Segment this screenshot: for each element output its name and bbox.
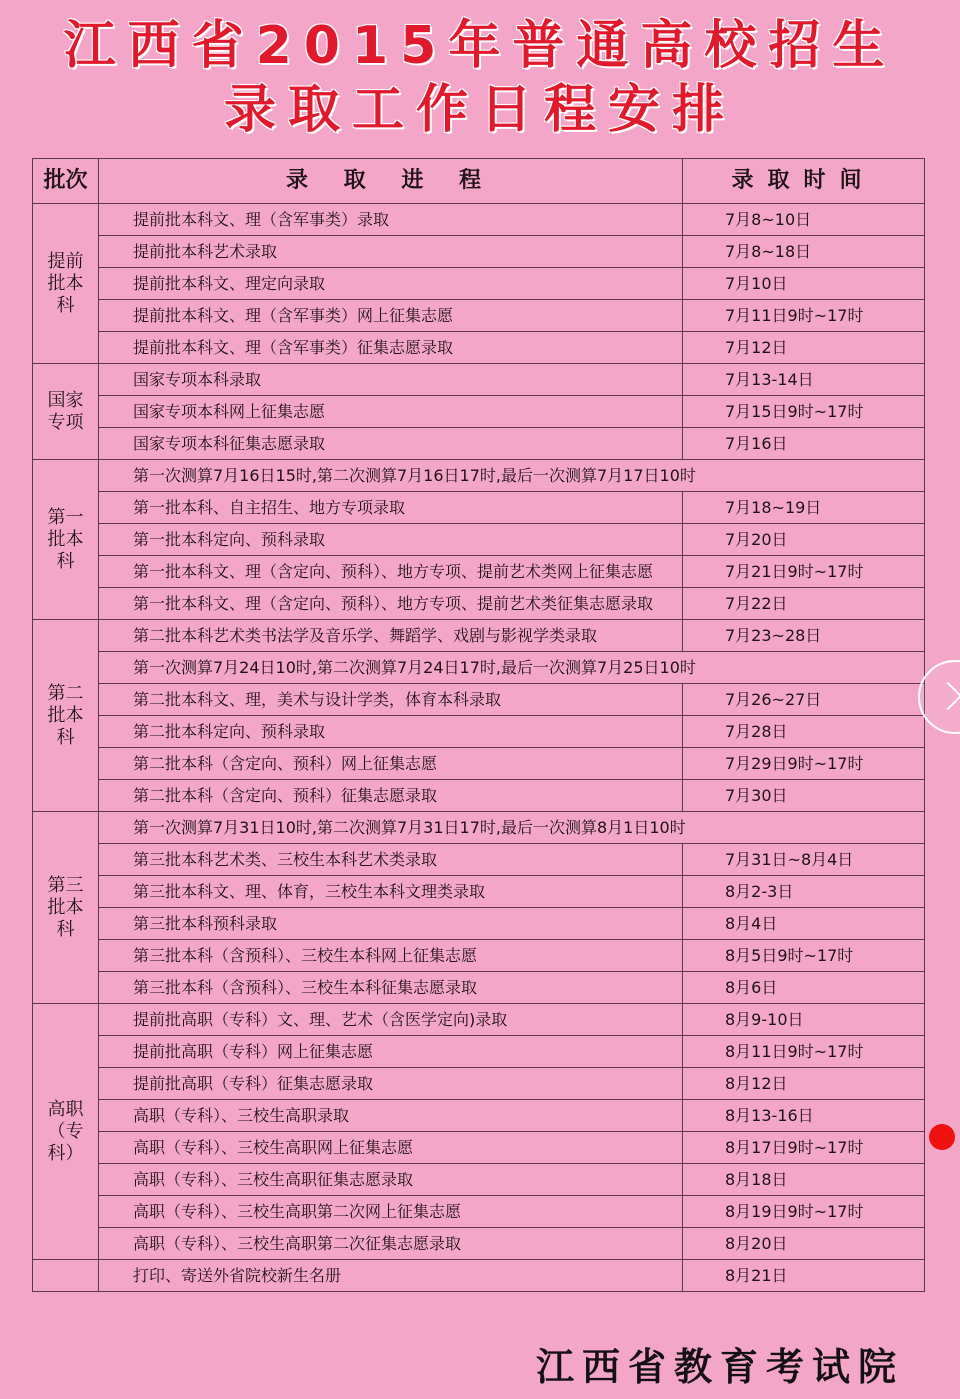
time-cell: 7月12日 xyxy=(683,332,925,364)
process-cell: 第三批本科预科录取 xyxy=(99,908,683,940)
time-cell: 8月9-10日 xyxy=(683,1004,925,1036)
time-cell: 8月20日 xyxy=(683,1228,925,1260)
table-row xyxy=(33,940,925,972)
process-cell: 国家专项本科网上征集志愿 xyxy=(99,396,683,428)
process-cell: 第三批本科艺术类、三校生本科艺术类录取 xyxy=(99,844,683,876)
table-row xyxy=(33,492,925,524)
table-row xyxy=(33,1164,925,1196)
table-row xyxy=(33,1068,925,1100)
time-cell: 7月26~27日 xyxy=(683,684,925,716)
time-cell: 7月10日 xyxy=(683,268,925,300)
process-cell: 第一批本科定向、预科录取 xyxy=(99,524,683,556)
process-cell: 第三批本科文、理、体育，三校生本科文理类录取 xyxy=(99,876,683,908)
header-time: 录取时间 xyxy=(683,159,925,204)
red-dot-marker xyxy=(929,1124,955,1150)
process-cell: 第二批本科文、理，美术与设计学类，体育本科录取 xyxy=(99,684,683,716)
time-cell: 8月2-3日 xyxy=(683,876,925,908)
table-row xyxy=(33,1228,925,1260)
table-row xyxy=(33,620,925,652)
process-cell: 提前批本科文、理（含军事类）网上征集志愿 xyxy=(99,300,683,332)
table-row xyxy=(33,1196,925,1228)
time-cell: 8月5日9时~17时 xyxy=(683,940,925,972)
time-cell: 8月12日 xyxy=(683,1068,925,1100)
time-cell: 8月21日 xyxy=(683,1260,925,1292)
table-row xyxy=(33,428,925,460)
table-row xyxy=(33,364,925,396)
table-row xyxy=(33,876,925,908)
time-cell: 8月17日9时~17时 xyxy=(683,1132,925,1164)
process-cell: 提前批高职（专科）网上征集志愿 xyxy=(99,1036,683,1068)
batch-cell: 高职（专科） xyxy=(33,1004,99,1260)
process-cell: 第二批本科艺术类书法学及音乐学、舞蹈学、戏剧与影视学类录取 xyxy=(99,620,683,652)
time-cell: 8月6日 xyxy=(683,972,925,1004)
calculation-note-cell: 第一次测算7月16日15时,第二次测算7月16日17时,最后一次测算7月17日10时 xyxy=(99,460,925,492)
process-cell: 提前批本科文、理（含军事类）征集志愿录取 xyxy=(99,332,683,364)
table-row xyxy=(33,780,925,812)
page-title-line-1: 江西省2015年普通高校招生 xyxy=(63,16,897,76)
table-row xyxy=(33,300,925,332)
table-row xyxy=(33,588,925,620)
table-row xyxy=(33,396,925,428)
time-cell: 8月18日 xyxy=(683,1164,925,1196)
time-cell: 8月4日 xyxy=(683,908,925,940)
process-cell: 提前批本科艺术录取 xyxy=(99,236,683,268)
time-cell: 7月8~10日 xyxy=(683,204,925,236)
time-cell: 7月22日 xyxy=(683,588,925,620)
table-row xyxy=(33,1132,925,1164)
table-row xyxy=(33,1100,925,1132)
time-cell: 7月15日9时~17时 xyxy=(683,396,925,428)
table-row xyxy=(33,812,925,844)
batch-cell xyxy=(33,1260,99,1292)
process-cell: 高职（专科）、三校生高职征集志愿录取 xyxy=(99,1164,683,1196)
time-cell: 7月18~19日 xyxy=(683,492,925,524)
table-row xyxy=(33,844,925,876)
time-cell: 7月16日 xyxy=(683,428,925,460)
time-cell: 7月29日9时~17时 xyxy=(683,748,925,780)
schedule-table xyxy=(32,158,925,1292)
time-cell: 7月28日 xyxy=(683,716,925,748)
process-cell: 第二批本科（含定向、预科）征集志愿录取 xyxy=(99,780,683,812)
time-cell: 7月21日9时~17时 xyxy=(683,556,925,588)
process-cell: 打印、寄送外省院校新生名册 xyxy=(99,1260,683,1292)
table-row xyxy=(33,1004,925,1036)
process-cell: 高职（专科）、三校生高职录取 xyxy=(99,1100,683,1132)
table-row xyxy=(33,748,925,780)
issuer-name: 江西省教育考试院 xyxy=(535,1345,904,1389)
table-row xyxy=(33,908,925,940)
process-cell: 提前批本科文、理定向录取 xyxy=(99,268,683,300)
calculation-note-cell: 第一次测算7月31日10时,第二次测算7月31日17时,最后一次测算8月1日10时 xyxy=(99,812,925,844)
table-row xyxy=(33,332,925,364)
process-cell: 高职（专科）、三校生高职网上征集志愿 xyxy=(99,1132,683,1164)
batch-cell: 第三批本科 xyxy=(33,812,99,1004)
table-row xyxy=(33,524,925,556)
table-row xyxy=(33,716,925,748)
process-cell: 第二批本科（含定向、预科）网上征集志愿 xyxy=(99,748,683,780)
table-row xyxy=(33,460,925,492)
table-row xyxy=(33,684,925,716)
header-batch: 批次 xyxy=(33,159,99,204)
process-cell: 国家专项本科录取 xyxy=(99,364,683,396)
process-cell: 高职（专科）、三校生高职第二次征集志愿录取 xyxy=(99,1228,683,1260)
table-row xyxy=(33,652,925,684)
batch-cell: 国家专项 xyxy=(33,364,99,460)
table-row xyxy=(33,1036,925,1068)
table-row xyxy=(33,236,925,268)
process-cell: 高职（专科）、三校生高职第二次网上征集志愿 xyxy=(99,1196,683,1228)
process-cell: 第一批本科文、理（含定向、预科）、地方专项、提前艺术类征集志愿录取 xyxy=(99,588,683,620)
process-cell: 国家专项本科征集志愿录取 xyxy=(99,428,683,460)
batch-cell: 提前批本科 xyxy=(33,204,99,364)
table-row xyxy=(33,268,925,300)
process-cell: 提前批高职（专科）征集志愿录取 xyxy=(99,1068,683,1100)
time-cell: 7月23~28日 xyxy=(683,620,925,652)
table-row xyxy=(33,972,925,1004)
process-cell: 提前批本科文、理（含军事类）录取 xyxy=(99,204,683,236)
time-cell: 7月31日~8月4日 xyxy=(683,844,925,876)
page-title-line-2: 录取工作日程安排 xyxy=(223,80,736,140)
process-cell: 第一批本科文、理（含定向、预科）、地方专项、提前艺术类网上征集志愿 xyxy=(99,556,683,588)
table-header-row xyxy=(33,159,925,204)
time-cell: 8月11日9时~17时 xyxy=(683,1036,925,1068)
time-cell: 7月30日 xyxy=(683,780,925,812)
time-cell: 7月8~18日 xyxy=(683,236,925,268)
table-row xyxy=(33,556,925,588)
time-cell: 7月13-14日 xyxy=(683,364,925,396)
process-cell: 第一批本科、自主招生、地方专项录取 xyxy=(99,492,683,524)
time-cell: 7月11日9时~17时 xyxy=(683,300,925,332)
table-row xyxy=(33,204,925,236)
time-cell: 7月20日 xyxy=(683,524,925,556)
calculation-note-cell: 第一次测算7月24日10时,第二次测算7月24日17时,最后一次测算7月25日10时 xyxy=(99,652,925,684)
process-cell: 第二批本科定向、预科录取 xyxy=(99,716,683,748)
time-cell: 8月19日9时~17时 xyxy=(683,1196,925,1228)
process-cell: 第三批本科（含预科）、三校生本科网上征集志愿 xyxy=(99,940,683,972)
header-process: 录 取 进 程 xyxy=(99,159,683,204)
time-cell: 8月13-16日 xyxy=(683,1100,925,1132)
batch-cell: 第二批本科 xyxy=(33,620,99,812)
table-body xyxy=(33,204,925,1292)
table-row xyxy=(33,1260,925,1292)
batch-cell: 第一批本科 xyxy=(33,460,99,620)
process-cell: 提前批高职（专科）文、理、艺术（含医学定向)录取 xyxy=(99,1004,683,1036)
process-cell: 第三批本科（含预科）、三校生本科征集志愿录取 xyxy=(99,972,683,1004)
